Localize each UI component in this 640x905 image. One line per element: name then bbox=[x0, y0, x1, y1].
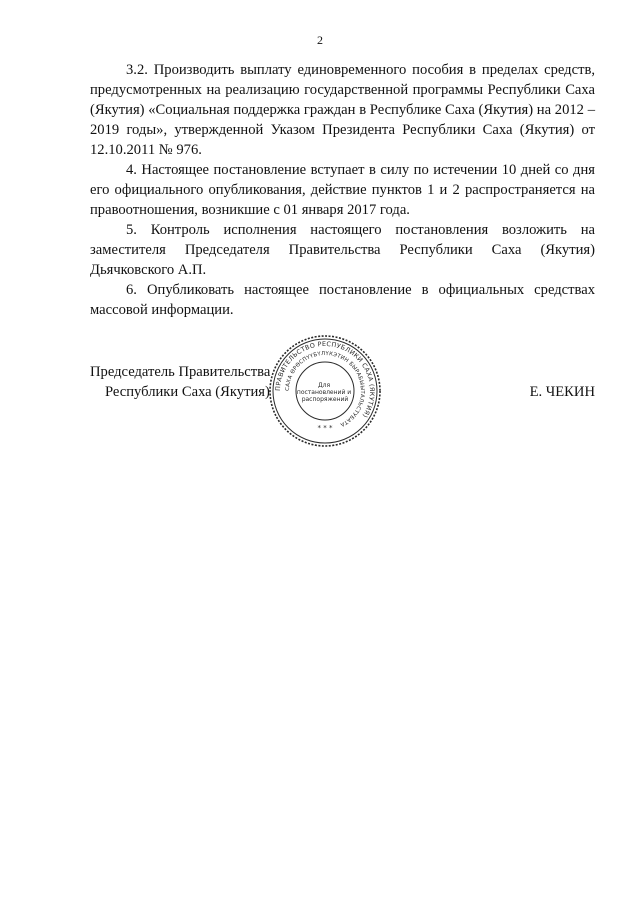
seal-outer-text: ПРАВИТЕЛЬСТВО РЕСПУБЛИКИ САХА (ЯКУТИЯ) bbox=[273, 339, 377, 420]
seal-center-line-3: распоряжений bbox=[301, 396, 349, 403]
seal-center-text bbox=[297, 382, 353, 403]
paragraph-3-2: 3.2. Производить выплату единовременного пособия в пределах средств, предусмотренных на реализацию государственной программы Республики Саха (Якутия) «Социальная поддержка граждан в Республике Саха (Якутия) на 2012 – 2019 годы», утвержденной Указом Президента Республики Саха (Якутия) от 12.10.2011 № 976. bbox=[90, 62, 595, 158]
page-number: 2 bbox=[317, 33, 323, 47]
official-seal-stamp bbox=[268, 334, 382, 448]
signatory-position-line2: Республики Саха (Якутия) bbox=[105, 384, 270, 400]
signatory-name: Е. ЧЕКИН bbox=[529, 384, 595, 400]
seal-graphic bbox=[268, 334, 382, 448]
seal-center-line-2: постановлений и bbox=[296, 389, 352, 396]
document-body bbox=[90, 60, 595, 320]
signatory-position-line1: Председатель Правительства bbox=[90, 364, 271, 380]
seal-stars: * * * bbox=[317, 424, 333, 432]
paragraph-5: 5. Контроль исполнения настоящего постановления возложить на заместителя Председателя Правительства Республики Саха (Якутия) Дьячковского А.П. bbox=[90, 222, 595, 278]
paragraph-6: 6. Опубликовать настоящее постановление в официальных средствах массовой информации. bbox=[90, 282, 595, 318]
seal-outer-text-2: САХА ӨРӨСПҮҮБҮЛҮКЭТИН БЫРАБЫЫТАЛЬСТУБАТА bbox=[284, 350, 366, 428]
seal-center-line-1: Для bbox=[317, 382, 331, 389]
paragraph-4: 4. Настоящее постановление вступает в силу по истечении 10 дней со дня его официального опубликования, действие пунктов 1 и 2 распространяется на правоотношения, возникшие с 01 января 2017 года. bbox=[90, 162, 595, 218]
